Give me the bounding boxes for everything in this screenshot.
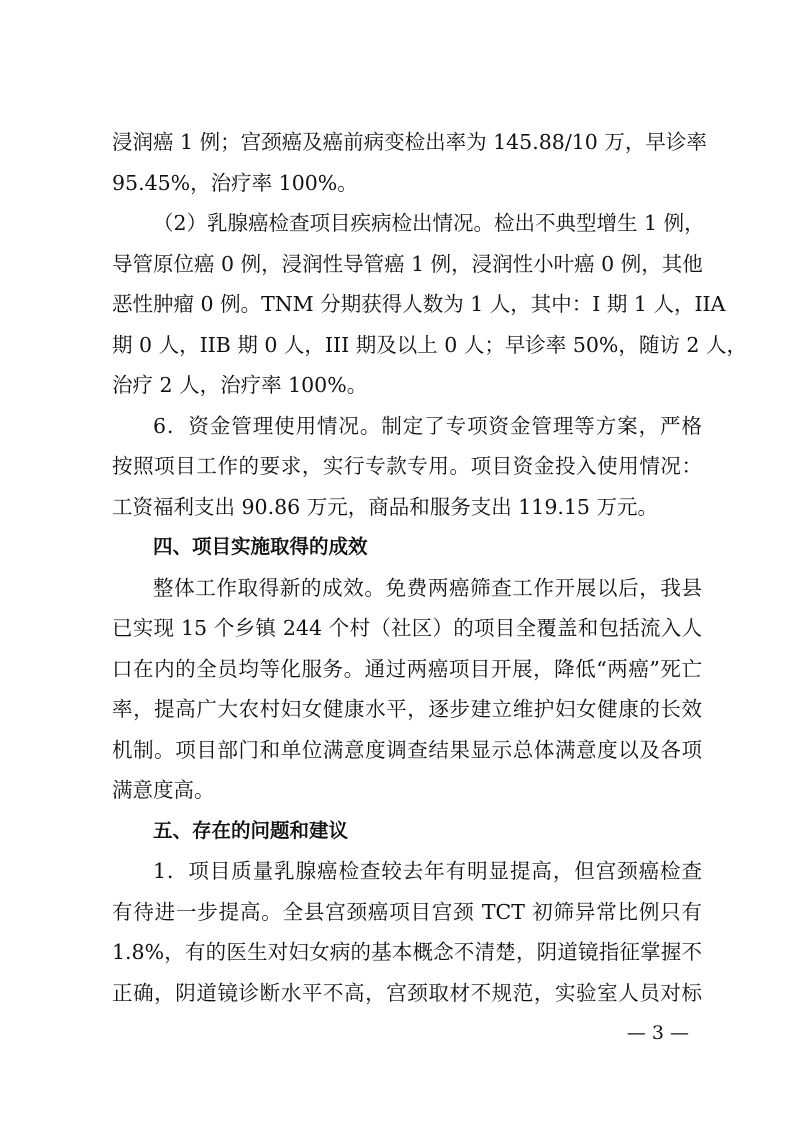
text-line: 率，提高广大农村妇女健康水平，逐步建立维护妇女健康的长效 — [112, 697, 702, 721]
text-line: 恶性肿瘤 0 例。TNM 分期获得人数为 1 人，其中：I 期 1 人，IIA — [112, 292, 726, 316]
text-line: 按照项目工作的要求，实行专款专用。项目资金投入使用情况： — [112, 454, 702, 478]
paragraph-achievements — [112, 568, 702, 811]
text-line: 整体工作取得新的成效。免费两癌筛查工作开展以后，我县 — [153, 575, 702, 600]
text-line: 治疗 2 人，治疗率 100%。 — [112, 373, 368, 397]
text-line: 导管原位癌 0 例，浸润性导管癌 1 例，浸润性小叶癌 0 例，其他 — [112, 251, 703, 276]
section-heading-achievements: 四、项目实施取得的成效 — [153, 535, 368, 558]
text-line: 机制。项目部门和单位满意度调查结果显示总体满意度以及各项 — [112, 737, 702, 762]
text-line: 工资福利支出 90.86 万元，商品和服务支出 119.15 万元。 — [112, 494, 658, 519]
text-line: 期 0 人，IIB 期 0 人，III 期及以上 0 人；早诊率 50%，随访 2 人， — [112, 332, 747, 357]
text-line: 6．资金管理使用情况。制定了专项资金管理等方案，严格 — [153, 413, 702, 438]
document-body — [112, 122, 747, 1013]
text-line: 满意度高。 — [112, 778, 215, 802]
text-line: 浸润癌 1 例；宫颈癌及癌前病变检出率为 145.88/10 万，早诊率 — [112, 130, 707, 154]
paragraph-cervical-results — [112, 122, 707, 203]
text-line: 有待进一步提高。全县宫颈癌项目宫颈 TCT 初筛异常比例只有 — [112, 899, 702, 924]
text-line: 95.45%，治疗率 100%。 — [112, 170, 358, 195]
text-line: 已实现 15 个乡镇 244 个村（社区）的项目全覆盖和包括流入人 — [112, 616, 702, 640]
paragraph-problems — [112, 851, 702, 1013]
text-line: 正确，阴道镜诊断水平不高，宫颈取材不规范，实验室人员对标 — [112, 980, 702, 1005]
page-number: — 3 — — [626, 1022, 689, 1044]
text-line: （2）乳腺癌检查项目疾病检出情况。检出不典型增生 1 例， — [153, 211, 705, 235]
section-heading-problems: 五、存在的问题和建议 — [153, 818, 349, 842]
paragraph-fund-management — [112, 406, 702, 528]
paragraph-breast-results — [112, 203, 747, 406]
text-line: 口在内的全员均等化服务。通过两癌项目开展，降低“两癌”死亡 — [112, 656, 702, 681]
text-line: 1．项目质量乳腺癌检查较去年有明显提高，但宫颈癌检查 — [153, 859, 702, 883]
text-line: 1.8%，有的医生对妇女病的基本概念不清楚，阴道镜指征掌握不 — [112, 940, 702, 964]
